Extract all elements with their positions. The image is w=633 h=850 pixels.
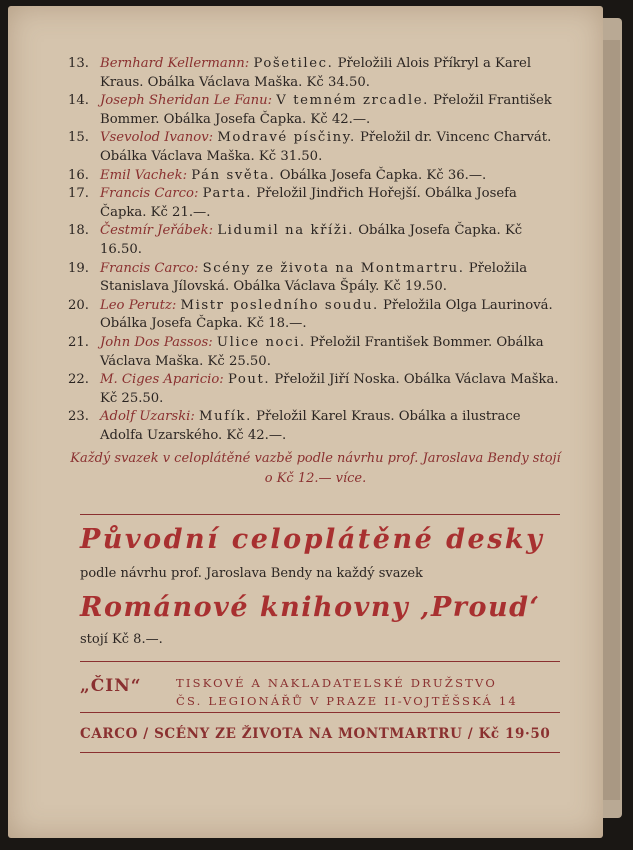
publisher-logo: „ČIN“	[80, 676, 142, 696]
list-item	[68, 371, 563, 408]
item-details: Přeložil Karel Kraus. Obálka a ilustrace Adolfa Uzarského. Kč 42.—.	[100, 409, 521, 443]
publisher-line-1: TISKOVÉ A NAKLADATELSKÉ DRUŽSTVO	[176, 676, 497, 690]
item-number: 18.	[68, 223, 89, 239]
item-number: 19.	[68, 260, 89, 276]
divider	[80, 712, 560, 713]
heading-series-name: Románové knihovny ‚Proud‘	[80, 592, 541, 623]
binding-note: Každý svazek v celoplátěné vazbě podle návrhu prof. Jaroslava Bendy stojí o Kč 12.— více.	[70, 451, 561, 487]
item-details: Přeložila Stanislava Jílovská. Obálka Václava Špály. Kč 19.50.	[100, 260, 528, 295]
item-number: 21.	[68, 334, 89, 350]
item-number: 13.	[68, 56, 89, 71]
item-number: 20.	[68, 297, 89, 313]
item-details: Přeložil František Bommer. Obálka Václava Maška. Kč 25.50.	[100, 334, 544, 369]
item-details: Přeložil Jiří Noska. Obálka Václava Maška. Kč 25.50.	[100, 372, 559, 406]
item-title: Parta.	[202, 186, 253, 202]
heading-original-covers: Původní celoplátěné desky	[80, 524, 545, 555]
item-author: Vsevolod Ivanov:	[100, 130, 214, 146]
item-author: Joseph Sheridan Le Fanu:	[100, 93, 273, 109]
list-item	[68, 167, 563, 186]
divider	[80, 514, 560, 515]
list-item	[68, 55, 563, 92]
item-author: Emil Vachek:	[100, 167, 188, 183]
item-number: 16.	[68, 167, 89, 183]
item-number: 22.	[68, 372, 89, 388]
list-item	[68, 297, 563, 334]
item-author: Leo Perutz:	[100, 297, 177, 313]
item-details: Přeložil František Bommer. Obálka Josefa Čapka. Kč 42.—.	[100, 93, 552, 127]
item-author: John Dos Passos:	[100, 334, 213, 350]
item-title: Ulice noci.	[216, 334, 306, 350]
item-title: Pout.	[227, 372, 271, 388]
item-title: Modravé písčiny.	[217, 130, 356, 146]
publisher-line-2: ČS. LEGIONÁŘŮ V PRAZE II-VOJTĚŠSKÁ 14	[176, 694, 518, 708]
list-item	[68, 222, 563, 259]
item-title: Lidumil na kříži.	[217, 223, 354, 239]
item-author: Bernhard Kellermann:	[100, 56, 250, 71]
list-item	[68, 408, 563, 445]
item-title: Scény ze života na Montmartru.	[202, 260, 465, 276]
item-title: V temném zrcadle.	[276, 93, 429, 109]
item-details: Přeložil Jindřich Hořejší. Obálka Josefa Čapka. Kč 21.—.	[100, 186, 517, 220]
item-details: Obálka Josefa Čapka. Kč 36.—.	[279, 167, 487, 183]
spine-footer: CARCO / SCÉNY ZE ŽIVOTA NA MONTMARTRU / Kč 19·50	[80, 726, 551, 742]
item-title: Mufík.	[199, 409, 252, 425]
item-number: 15.	[68, 130, 89, 146]
item-author: Francis Carco:	[100, 260, 199, 276]
list-item	[68, 129, 563, 166]
item-title: Pán světa.	[191, 167, 276, 183]
item-author: Čestmír Jeřábek:	[100, 223, 214, 239]
price-line: stojí Kč 8.—.	[80, 632, 163, 647]
item-details: Přeložili Alois Příkryl a Karel Kraus. Obálka Václava Maška. Kč 34.50.	[100, 56, 532, 90]
item-number: 23.	[68, 409, 89, 425]
item-title: Mistr posledního soudu.	[180, 297, 379, 313]
list-item	[68, 334, 563, 371]
divider	[80, 752, 560, 753]
divider	[80, 661, 560, 662]
item-number: 14.	[68, 93, 89, 109]
book-list	[68, 55, 563, 489]
item-author: Adolf Uzarski:	[100, 409, 195, 425]
list-item	[68, 185, 563, 222]
item-author: M. Ciges Aparicio:	[100, 372, 224, 388]
item-author: Francis Carco:	[100, 186, 199, 202]
item-details: Přeložila Olga Laurinová. Obálka Josefa Čapka. Kč 18.—.	[100, 297, 553, 332]
item-number: 17.	[68, 186, 89, 202]
item-details: Obálka Josefa Čapka. Kč 16.50.	[100, 223, 523, 257]
list-item	[68, 260, 563, 297]
list-item	[68, 92, 563, 129]
item-details: Přeložil dr. Vincenc Charvát. Obálka Václava Maška. Kč 31.50.	[100, 130, 552, 164]
item-title: Pošetilec.	[253, 56, 334, 71]
heading-original-covers-sub: podle návrhu prof. Jaroslava Bendy na každý svazek	[80, 566, 423, 581]
